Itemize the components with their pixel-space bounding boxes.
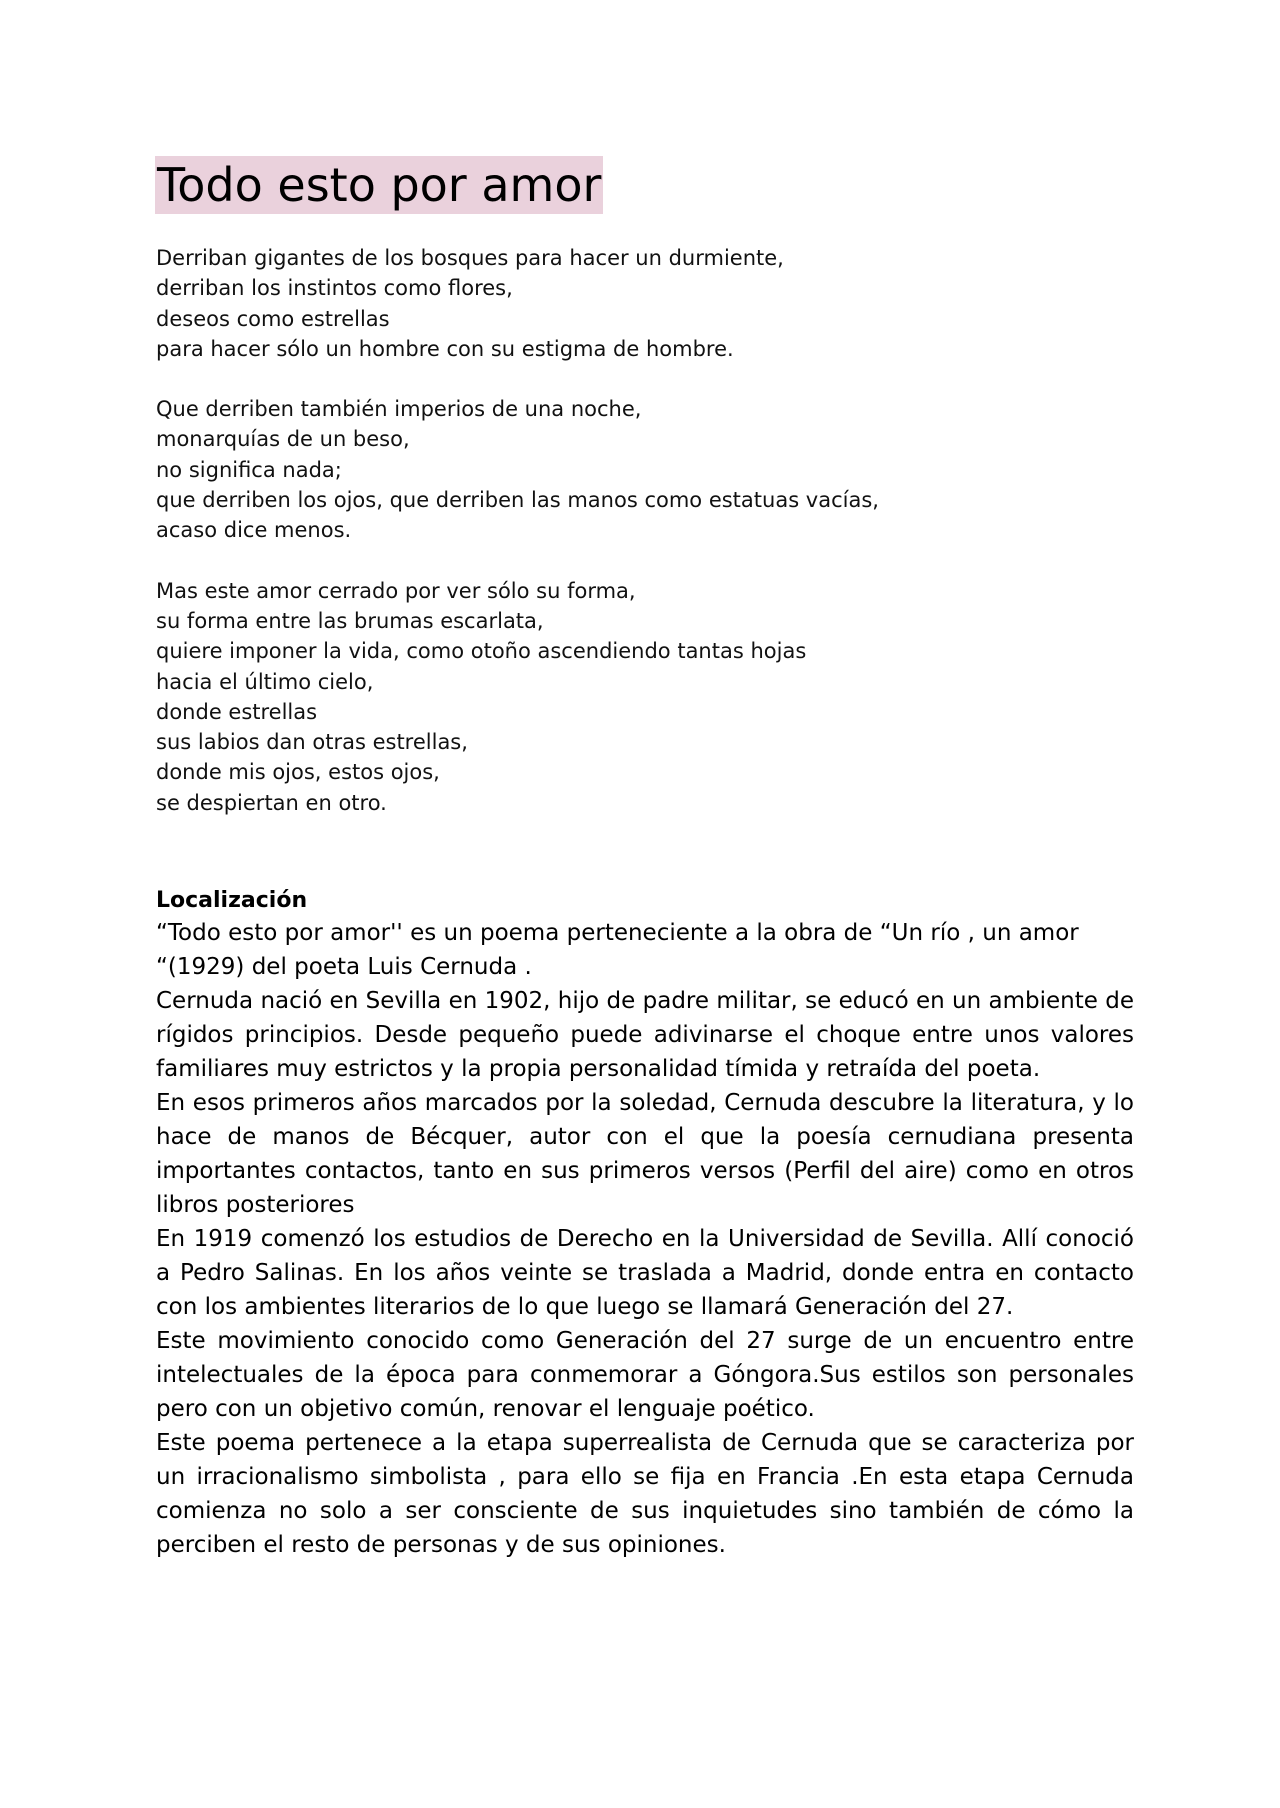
section-paragraph: Cernuda nació en Sevilla en 1902, hijo de padre militar, se educó en un ambiente de rígidos principios. Desde pequeño puede adivinarse el choque entre unos valores familiares muy estrictos y la propia personalidad tímida y retraída del poeta. — [156, 988, 1134, 1082]
poem-verse: derriban los instintos como flores, — [156, 276, 513, 301]
poem-verse: Que derriben también imperios de una noche, — [156, 397, 642, 422]
poem-verse: sus labios dan otras estrellas, — [156, 730, 468, 755]
page-title: Todo esto por amor — [157, 158, 602, 212]
poem-verse: su forma entre las brumas escarlata, — [156, 608, 544, 633]
section-heading: Localización — [156, 888, 308, 913]
section-paragraph: En 1919 comenzó los estudios de Derecho en la Universidad de Sevilla. Allí conoció a Pedro Salinas. En los años veinte se traslada a Madrid, donde entra en contacto con los ambientes literarios de lo que luego se llamará Generación del 27. — [156, 1226, 1134, 1320]
poem-stanza-1 — [156, 243, 1156, 364]
section-paragraph: En esos primeros años marcados por la soledad, Cernuda descubre la literatura, y lo hace de manos de Bécquer, autor con el que la poesía cernudiana presenta importantes contactos, tanto en sus primeros versos (Perfil del aire) como en otros libros posteriores — [156, 1090, 1134, 1218]
poem-verse: no significa nada; — [156, 457, 342, 482]
poem-verse: quiere imponer la vida, como otoño ascendiendo tantas hojas — [156, 639, 807, 664]
poem-stanza-2 — [156, 394, 1156, 545]
poem-verse: donde estrellas — [156, 699, 318, 724]
localizacion-section — [156, 886, 1134, 1562]
poem-verse: Mas este amor cerrado por ver sólo su forma, — [156, 578, 636, 603]
poem-verse: hacia el último cielo, — [156, 669, 374, 694]
poem-verse: Derriban gigantes de los bosques para hacer un durmiente, — [156, 246, 784, 270]
poem-verse: acaso dice menos. — [156, 518, 352, 543]
poem-verse: donde mis ojos, estos ojos, — [156, 760, 440, 785]
poem-verse: para hacer sólo un hombre con su estigma de hombre. — [156, 336, 734, 361]
poem-verse: que derriben los ojos, que derriben las manos como estatuas vacías, — [156, 488, 879, 513]
section-paragraph: “Todo esto por amor'' es un poema perteneciente a la obra de “Un río , un amor “(1929) del poeta Luis Cernuda . — [156, 920, 1079, 980]
poem-stanza-3 — [156, 576, 1156, 818]
poem — [156, 243, 1156, 848]
poem-verse: monarquías de un beso, — [156, 427, 410, 452]
poem-verse: deseos como estrellas — [156, 306, 390, 331]
section-paragraph: Este movimiento conocido como Generación del 27 surge de un encuentro entre intelectuales de la época para conmemorar a Góngora.Sus estilos son personales pero con un objetivo común, renovar el lenguaje poético. — [156, 1328, 1134, 1422]
poem-verse: se despiertan en otro. — [156, 790, 387, 815]
section-paragraph: Este poema pertenece a la etapa superrealista de Cernuda que se caracteriza por un irracionalismo simbolista , para ello se fija en Francia .En esta etapa Cernuda comienza no solo a ser consciente de sus inquietudes sino también de cómo la perciben el resto de personas y de sus opiniones. — [156, 1430, 1134, 1558]
